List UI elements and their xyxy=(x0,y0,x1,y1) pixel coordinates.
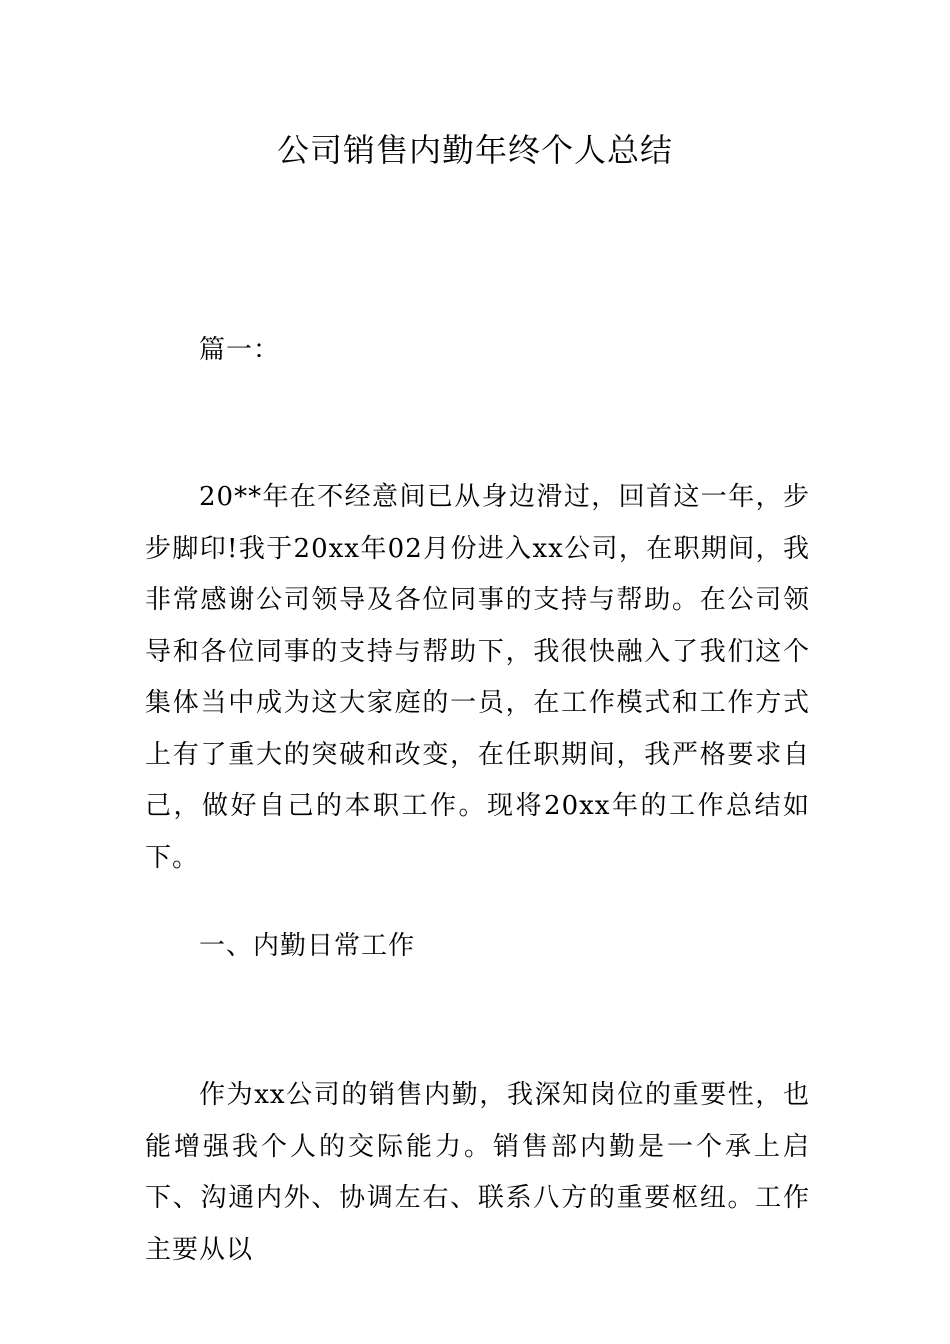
section-heading: 一、内勤日常工作 xyxy=(199,931,416,961)
part-label: 篇一： xyxy=(199,335,281,365)
intro-paragraph: 20**年在不经意间已从身边滑过，回首这一年，步步脚印!我于20xx年02月份进入xx公司，在职期间，我非常感谢公司领导及各位同事的支持与帮助。在公司领导和各位同事的支持与帮助下，我很快融入了我们这个集体当中成为这大家庭的一员，在工作模式和工作方式上有了重大的突破和改变，在任职期间，我严格要求自己，做好自己的本职工作。现将20xx年的工作总结如下。 xyxy=(145,482,810,873)
document-title: 公司销售内勤年终个人总结 xyxy=(276,131,673,169)
section-paragraph: 作为xx公司的销售内勤，我深知岗位的重要性，也能增强我个人的交际能力。销售部内勤是一个承上启下、沟通内外、协调左右、联系八方的重要枢纽。工作主要从以 xyxy=(145,1080,810,1265)
